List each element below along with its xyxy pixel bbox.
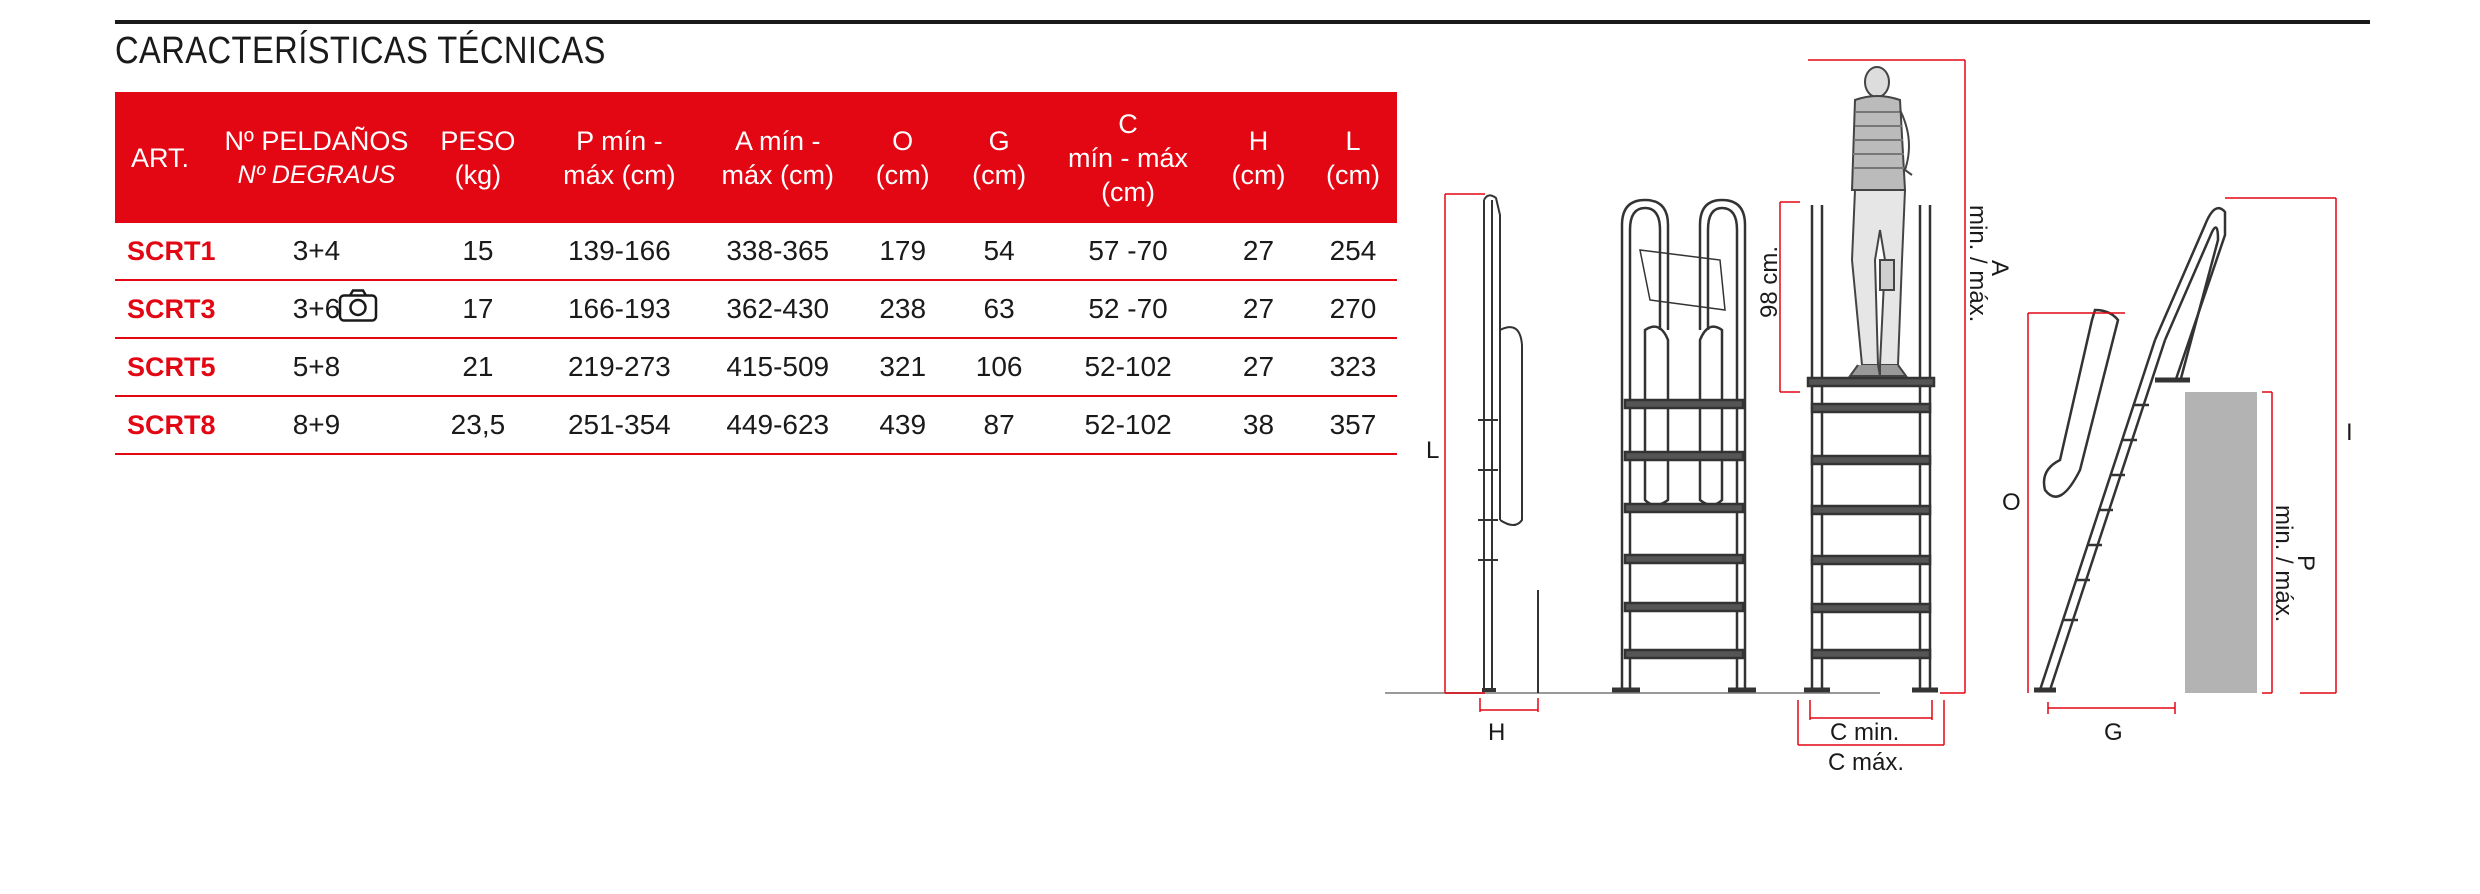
cell-p: 251-354 — [538, 396, 700, 454]
cell-o: 439 — [855, 396, 950, 454]
label-O: O — [2002, 489, 2021, 516]
section-title: CARACTERÍSTICAS TÉCNICAS — [115, 30, 606, 72]
header-l: L (cm) — [1309, 92, 1397, 223]
label-G: G — [2104, 719, 2123, 746]
label-P: P — [2292, 555, 2319, 572]
cell-peldanos-value: 3+6 — [292, 293, 341, 324]
cell-g: 106 — [950, 338, 1048, 396]
cell-h: 38 — [1208, 396, 1309, 454]
cell-peso: 21 — [417, 338, 538, 396]
cell-a: 338-365 — [700, 223, 855, 280]
cell-l: 357 — [1309, 396, 1397, 454]
cell-peldanos: 8+9 — [216, 396, 418, 454]
cell-h: 27 — [1208, 280, 1309, 338]
label-C-min: C min. — [1830, 719, 1900, 746]
label-A: A — [1986, 260, 2013, 277]
cell-c: 57 -70 — [1048, 223, 1208, 280]
cell-a: 415-509 — [700, 338, 855, 396]
cell-o: 238 — [855, 280, 950, 338]
dim-98 — [1780, 202, 1800, 392]
cell-peso: 23,5 — [417, 396, 538, 454]
cell-art: SCRT3 — [115, 280, 216, 338]
dim-H — [1480, 698, 1538, 712]
header-p: P mín - máx (cm) — [538, 92, 700, 223]
cell-c: 52 -70 — [1048, 280, 1208, 338]
cell-a: 449-623 — [700, 396, 855, 454]
label-I: I — [2346, 419, 2353, 446]
cell-c: 52-102 — [1048, 338, 1208, 396]
cell-p: 219-273 — [538, 338, 700, 396]
cell-h: 27 — [1208, 223, 1309, 280]
cell-g: 87 — [950, 396, 1048, 454]
ladder-front-view — [1612, 200, 1756, 690]
dim-G — [2048, 702, 2175, 714]
header-g: G (cm) — [950, 92, 1048, 223]
header-peso: PESO (kg) — [417, 92, 538, 223]
cell-l: 254 — [1309, 223, 1397, 280]
cell-p: 166-193 — [538, 280, 700, 338]
person-figure — [1850, 67, 1912, 376]
cell-o: 179 — [855, 223, 950, 280]
cell-g: 54 — [950, 223, 1048, 280]
header-c: C mín - máx (cm) — [1048, 92, 1208, 223]
cell-peldanos: 5+8 — [216, 338, 418, 396]
cell-g: 63 — [950, 280, 1048, 338]
cell-p: 139-166 — [538, 223, 700, 280]
label-P-minmax: min. / máx. — [2270, 505, 2297, 623]
cell-art: SCRT8 — [115, 396, 216, 454]
platform-block — [2185, 392, 2257, 693]
cell-peso: 17 — [417, 280, 538, 338]
dim-L — [1445, 194, 1485, 693]
label-L: L — [1426, 437, 1440, 464]
cell-l: 323 — [1309, 338, 1397, 396]
cell-l: 270 — [1309, 280, 1397, 338]
label-C-max: C máx. — [1828, 749, 1905, 776]
cell-art: SCRT5 — [115, 338, 216, 396]
header-peldanos: Nº PELDAÑOS Nº DEGRAUS — [216, 92, 418, 223]
header-art: ART. — [115, 92, 216, 223]
cell-c: 52-102 — [1048, 396, 1208, 454]
label-H: H — [1488, 719, 1506, 746]
label-98cm: 98 cm. — [1756, 245, 1783, 318]
cell-peso: 15 — [417, 223, 538, 280]
cell-o: 321 — [855, 338, 950, 396]
cell-peldanos: 3+4 — [216, 223, 418, 280]
cell-h: 27 — [1208, 338, 1309, 396]
header-o: O (cm) — [855, 92, 950, 223]
header-h: H (cm) — [1208, 92, 1309, 223]
ladder-side-view — [1478, 195, 1538, 693]
label-A-minmax: min. / máx. — [1964, 205, 1991, 323]
cell-a: 362-430 — [700, 280, 855, 338]
header-a: A mín - máx (cm) — [700, 92, 855, 223]
cell-art: SCRT1 — [115, 223, 216, 280]
